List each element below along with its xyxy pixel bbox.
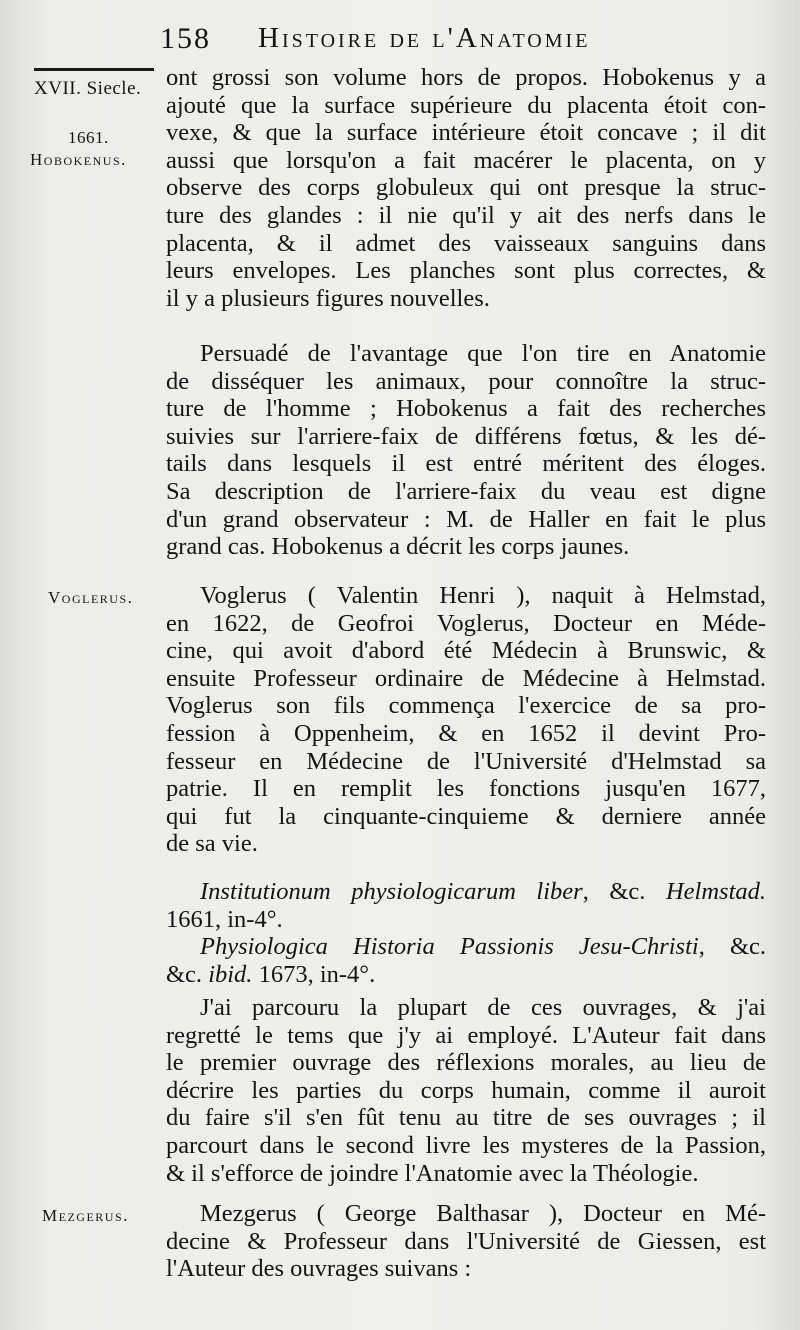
- text-line: le premier ouvrage des réflexions morales, au lieu de: [166, 1049, 766, 1077]
- text-line: tails dans lesquels il est entré méritent des éloges.: [166, 450, 766, 478]
- book-2-etc-2: &c.: [166, 960, 203, 988]
- book-1-title-line: [166, 878, 766, 906]
- text-line: J'ai parcouru la plupart de ces ouvrages, & j'ai: [200, 994, 766, 1021]
- text-line: Voglerus ( Valentin Henri ), naquit à Helmstad,: [200, 582, 766, 609]
- text-line: grand cas. Hobokenus a décrit les corps jaunes.: [166, 533, 630, 561]
- text-line: du faire s'il s'en fût tenu au titre de ses ouvrages ; il: [166, 1104, 766, 1132]
- text-line: observe des corps globuleux qui ont presque la struc-: [166, 174, 766, 202]
- text-line: vexe, & que la surface intérieure étoit concave ; il dit: [166, 119, 766, 147]
- header-rule: [34, 68, 154, 71]
- page-number: 158: [160, 22, 211, 55]
- text-line: ajouté que la surface supérieure du placenta étoit con-: [166, 91, 766, 119]
- margin-voglerus: Voglerus.: [48, 588, 134, 607]
- book-1-title: Institutionum physiologicarum liber: [200, 878, 583, 905]
- text-line: decine & Professeur dans l'Université de Giessen, est: [166, 1227, 766, 1255]
- text-line: placenta, & il admet des vaisseaux sanguins dans: [166, 229, 766, 257]
- text-line: Sa description de l'arriere-faix du veau est digne: [166, 477, 766, 505]
- text-line: l'Auteur des ouvrages suivans :: [166, 1255, 472, 1283]
- book-1-etc: , &c.: [582, 878, 646, 905]
- text-line: d'un grand observateur : M. de Haller en fait le plus: [166, 505, 766, 533]
- paragraph-4: [166, 994, 766, 1187]
- margin-hobokenus: Hobokenus.: [30, 150, 127, 169]
- text-line: & il s'efforce de joindre l'Anatomie avec la Théologie.: [166, 1159, 699, 1187]
- text-line: fession à Oppenheim, & en 1652 il devint Pro-: [166, 719, 766, 747]
- paragraph-2: [166, 340, 766, 561]
- text-line: de sa vie.: [166, 830, 258, 858]
- text-line: suivies sur l'arriere-faix de différens fœtus, & les dé-: [166, 422, 766, 450]
- book-2-title: Physiologica Historia Passionis Jesu-Christi: [200, 933, 699, 961]
- text-line: fesseur en Médecine de l'Université d'Helmstad sa: [166, 747, 766, 775]
- running-header: [160, 22, 760, 62]
- paragraph-1: [166, 64, 766, 312]
- text-line: ont grossi son volume hors de propos. Hobokenus y a: [166, 64, 766, 91]
- book-2-title-line: [166, 933, 766, 961]
- running-title: Histoire de l'Anatomie: [258, 22, 591, 54]
- paragraph-5: [166, 1200, 766, 1283]
- text-line: en 1622, de Geofroi Voglerus, Docteur en Méde-: [166, 609, 766, 637]
- text-line: ture des glandes : il nie qu'il y ait des nerfs dans le: [166, 201, 766, 229]
- book-1-imprint: 1661, in-4°.: [166, 905, 283, 933]
- text-line: Persuadé de l'avantage que l'on tire en Anatomie: [200, 340, 766, 367]
- text-line: regretté le tems que j'y ai employé. L'Auteur fait dans: [166, 1021, 766, 1049]
- text-line: de disséquer les animaux, pour connoître la struc-: [166, 367, 766, 395]
- text-line: Mezgerus ( George Balthasar ), Docteur en Mé-: [200, 1200, 766, 1227]
- text-line: ture de l'homme ; Hobokenus a fait des recherches: [166, 395, 766, 423]
- text-line: Voglerus son fils commença l'exercice de sa pro-: [166, 692, 766, 720]
- paragraph-3: [166, 582, 766, 858]
- book-2-ibid: ibid.: [208, 960, 253, 988]
- text-line: décrire les parties du corps humain, comme il auroit: [166, 1076, 766, 1104]
- book-2-date: 1673, in-4°.: [258, 960, 376, 988]
- margin-century: XVII. Siecle.: [34, 78, 142, 99]
- book-1-place: Helmstad.: [665, 878, 767, 905]
- margin-mezgerus: Mezgerus.: [42, 1206, 129, 1225]
- text-line: il y a plusieurs figures nouvelles.: [166, 284, 490, 312]
- text-line: qui fut la cinquante-cinquieme & derniere année: [166, 802, 766, 830]
- book-2-imprint: [166, 961, 766, 989]
- text-line: cine, qui avoit d'abord été Médecin à Brunswic, &: [166, 637, 766, 665]
- book-list: [166, 878, 766, 988]
- text-line: aussi que lorsqu'on a fait macérer le placenta, on y: [166, 146, 766, 174]
- text-line: leurs envelopes. Les planches sont plus correctes, &: [166, 257, 766, 285]
- margin-year: 1661.: [68, 128, 109, 147]
- text-line: patrie. Il en remplit les fonctions jusqu'en 1677,: [166, 775, 766, 803]
- text-line: ensuite Professeur ordinaire de Médecine à Helmstad.: [166, 664, 766, 692]
- text-line: parcourt dans le second livre les mysteres de la Passion,: [166, 1131, 766, 1159]
- book-2-etc: , &c.: [698, 933, 766, 961]
